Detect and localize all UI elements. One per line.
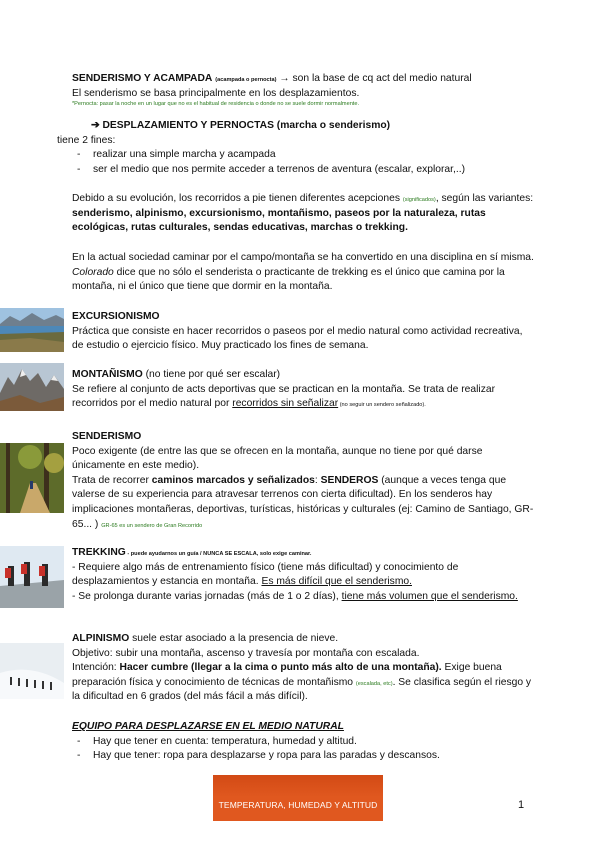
montanismo-note: (no seguir un sendero señalizado). [338,402,426,409]
trekking-title: TREKKING [72,547,126,558]
desplazamiento-list [57,148,537,177]
trekking-section [72,546,534,604]
senderismo-note: GR-65 es un sendero de Gran Recorrido [101,522,203,529]
excursionismo-title: EXCURSIONISMO [72,311,160,322]
trekking-title-note: - puede ayudarnos un guía / NUNCA SE ESCALA, solo exige caminar. [125,551,312,557]
intro-line2: El senderismo se basa principalmente en los desplazamientos. [72,87,360,99]
banner-text: TEMPERATURA, HUMEDAD Y ALTITUD [218,800,378,811]
sociedad-text-2: dice que no sólo el senderista o practicante de trekking es el único que camina por la montaña, ni el único que tiene que dormir en la montaña. [72,266,505,293]
intro-footnote: *Pernocta: pasar la noche en un lugar que no es el habitual de residencia o donde no se suele dormir normalmente. [72,101,360,108]
alpinismo-text: Exige buena preparación física y conocimiento de técnicas de montañismo [72,662,502,688]
intro-title-rest: → son la base de cq act del medio natural [276,73,472,84]
excursionismo-section [72,310,534,354]
sociedad-paragraph [72,251,534,295]
montanismo-title-note: (no tiene por qué ser escalar) [142,369,281,380]
alpinismo-note: (escalada, etc) [355,680,393,687]
senderismo-bold: caminos marcados y señalizados [151,474,315,486]
desplazamiento-intro: tiene 2 fines: [57,134,116,146]
intro-title: SENDERISMO Y ACAMPADA [72,73,213,84]
excursionismo-text: Práctica que consiste en hacer recorridos o paseos por el medio natural como actividad recreativa, de estudio o ejercicio físico. Muy practicado los fines de semana. [72,325,523,352]
intro-section [72,72,534,108]
mountain-photo [0,363,64,411]
evolucion-text: Debido a su evolución, los recorridos a pie tienen diferentes acepciones [72,193,403,204]
senderismo-text-2: (aunque a veces tenga que valerse de su experiencia para atravesar terrenos con cierta dificultad). En los senderos hay implicaciones montañeras, deportivas, turísticas, históricas y culturales (ej: Camino de Santiago, GR-65... ) [72,474,534,530]
list-item: - realizar una simple marcha y acampada [77,148,537,163]
desplazamiento-heading: ➔ DESPLAZAMIENTO Y PERNOCTAS (marcha o senderismo) [91,120,391,131]
alpinismo-title-rest: suele estar asociado a la presencia de nieve. [129,633,339,644]
list-item: - Hay que tener en cuenta: temperatura, humedad y altitud. [77,735,537,750]
alpinismo-intencion: Hacer cumbre (llegar a la cima o punto más alto de una montaña). [119,662,442,674]
evolucion-note: (significados) [402,197,436,203]
alpinismo-objetivo: Objetivo: subir una montaña, ascenso y travesía por montaña con escalada. [72,647,420,659]
trekking-line2-underline: tiene más volumen que el senderismo. [341,590,518,602]
trekking-line1-underline: Es más difícil que el senderismo. [261,576,412,588]
senderismo-p1: Poco exigente (de entre las que se ofrecen en la montaña, aunque no tiene por qué darse únicamente en este medio). [72,445,483,472]
alpinismo-section [72,632,534,705]
intro-title-note: (acampada o pernocta) [215,77,277,83]
senderismo-colon: : [314,474,321,486]
senderismo-section [72,430,534,532]
senderismo-title: SENDERISMO [72,431,142,442]
intro-title-line [72,72,534,87]
lake-photo [0,308,64,352]
evolucion-paragraph [72,192,534,236]
alpinismo-title: ALPINISMO [72,633,130,644]
senderismo-text: Trata de recorrer [72,474,152,486]
list-item: - ser el medio que nos permite acceder a terrenos de aventura (escalar, explorar,..) [77,163,537,178]
montanismo-text: Se refiere al conjunto de acts deportivas que se practican en la montaña. Se trata de realizar recorridos por el medio natural por [72,383,495,410]
montanismo-section [72,368,534,412]
list-item: - Hay que tener: ropa para desplazarse y ropa para las paradas y descansos. [77,749,537,764]
page-number: 1 [518,799,525,811]
equipo-list [57,735,537,764]
trekking-line2: - Se prolonga durante varias jornadas (más de 1 o 2 días), [72,590,342,602]
snow-climbers-photo [0,643,64,699]
desplazamiento-section [57,119,537,177]
trekking-line1: - Requiere algo más de entrenamiento físico (tiene más dificultad) y conocimiento de desplazamientos y estancia en montaña. [72,561,459,588]
evolucion-variants: senderismo, alpinismo, excursionismo, montañismo, paseos por la naturaleza, rutas ecológicas, rutas culturales, sendas educativas, marchas o trekking. [72,207,486,234]
senderismo-senderos: SENDEROS [320,474,379,486]
equipo-banner-image [213,775,383,821]
equipo-title: EQUIPO PARA DESPLAZARSE EN EL MEDIO NATURAL [72,721,344,732]
alpinismo-intencion-label: Intención: [72,662,120,674]
sociedad-text: En la actual sociedad caminar por el campo/montaña se ha convertido en una disciplina en sí misma. [72,252,534,263]
trekkers-photo [0,546,64,608]
montanismo-title: MONTAÑISMO [72,369,143,380]
sociedad-author: Colorado [72,266,114,278]
alpinismo-text-2: . Se clasifica según el riesgo y la dificultad en 6 grados (del más fácil a más difícil). [72,676,532,703]
forest-trail-photo [0,443,64,513]
montanismo-underline: recorridos sin señalizar [232,398,339,410]
evolucion-text-2: , según las variantes: [435,193,534,204]
equipo-section [57,720,537,764]
